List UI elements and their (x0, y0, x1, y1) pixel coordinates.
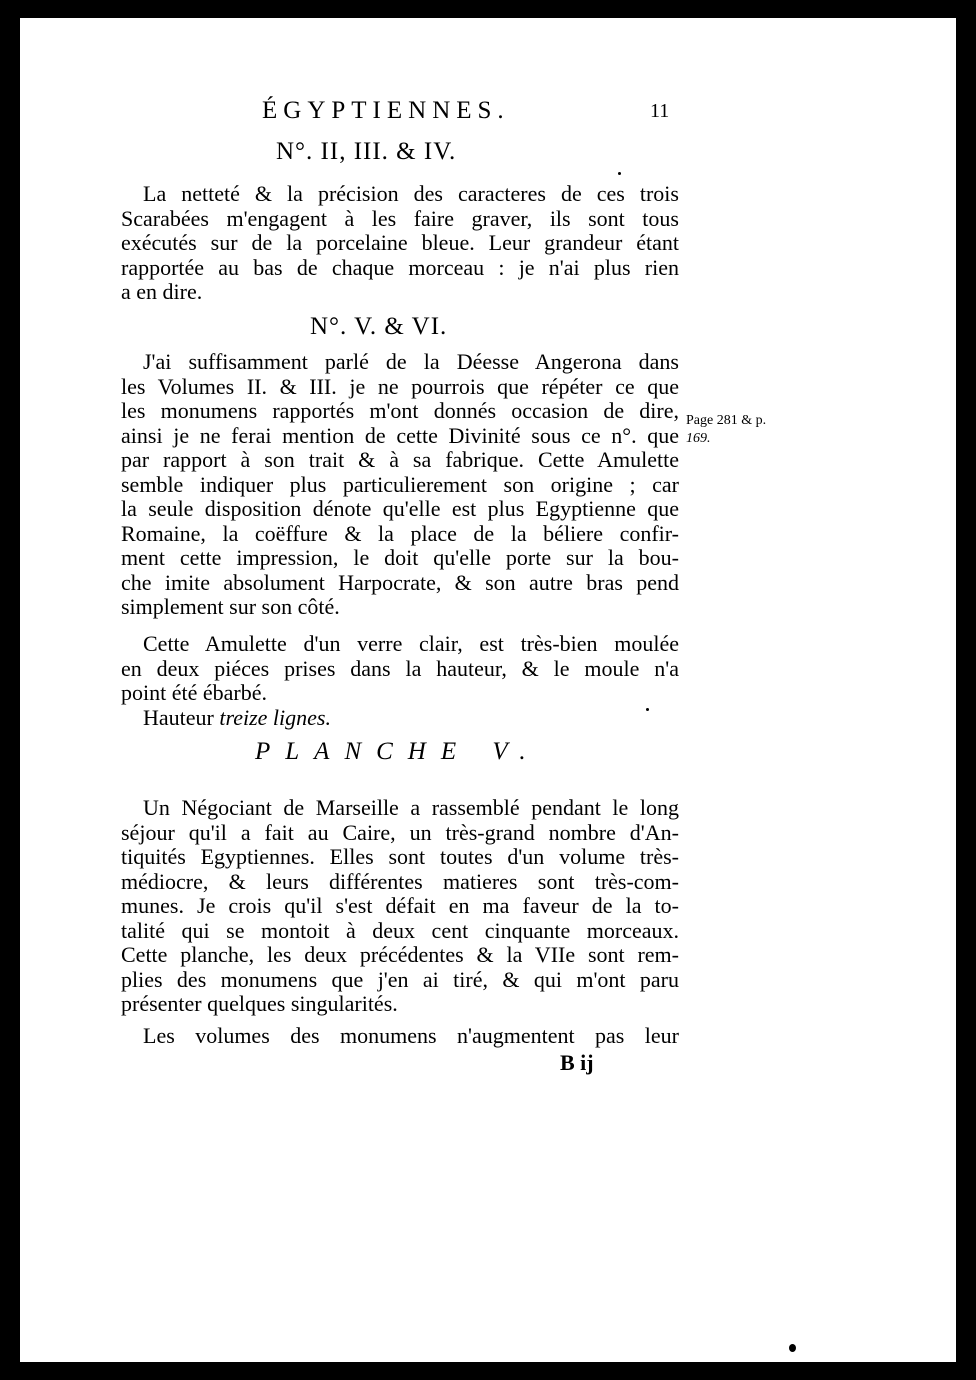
text-line: simplement sur son côté. (121, 594, 340, 619)
text-line: semble indiquer plus particulierement son origine ; car (121, 471, 679, 497)
text-line: médiocre, & leurs différentes matieres sont très-com- (121, 868, 679, 894)
text-line: présenter quelques singularités. (121, 991, 398, 1016)
section-heading-planche-5: PLANCHE V. (255, 738, 541, 765)
paragraph-amulette (121, 632, 679, 706)
paragraph-hauteur (121, 706, 679, 731)
text-line: ment cette impression, le doit qu'elle porte sur la bou- (121, 545, 679, 570)
text-line: en deux piéces prises dans la hauteur, & le moule n'a (121, 655, 679, 681)
catchword-signature: B ij (560, 1050, 594, 1075)
section-heading-no-5-6: N°. V. & VI. (310, 313, 448, 340)
ink-speck (789, 1344, 796, 1352)
text-line: Cette planche, les deux précédentes & la VIIe sont rem- (121, 942, 679, 967)
text-line: Cette Amulette d'un verre clair, est très-bien moulée (143, 631, 679, 656)
text-line: les Volumes II. & III. je ne pourrois que répéter ce que (121, 373, 679, 399)
ink-speck (646, 708, 649, 711)
hauteur-label: Hauteur (143, 705, 214, 730)
text-line: les monumens rapportés m'ont donnés occasion de dire, (121, 398, 679, 423)
margin-note-line: Page 281 & p. (686, 413, 767, 428)
text-line: ainsi je ne ferai mention de cette Divinité sous ce n°. que (121, 422, 679, 448)
text-line (121, 706, 679, 731)
text-line: exécutés sur de la porcelaine bleue. Leur grandeur étant (121, 230, 679, 255)
hauteur-value: treize lignes. (219, 705, 331, 730)
text-line: par rapport à son trait & à sa fabrique. Cette Amulette (121, 447, 679, 472)
paragraph-angerona (121, 350, 679, 620)
text-line: che imite absolument Harpocrate, & son autre bras pend (121, 569, 679, 595)
page-number: 11 (650, 100, 670, 122)
ink-speck (618, 172, 621, 175)
text-line: a en dire. (121, 279, 203, 304)
margin-note-line: 169. (686, 431, 711, 446)
text-line: talité qui se montoit à deux cent cinquante morceaux. (121, 917, 679, 943)
text-line: Un Négociant de Marseille a rassemblé pendant le long (143, 795, 679, 820)
text-line: plies des monumens que j'en ai tiré, & qui m'ont paru (121, 966, 679, 992)
section-heading-no-2-3-4: N°. II, III. & IV. (276, 138, 457, 165)
running-title: ÉGYPTIENNES. (262, 97, 510, 124)
text-line: J'ai suffisamment parlé de la Déesse Angerona dans (143, 349, 679, 374)
text-line: Les volumes des monumens n'augmentent pas leur (143, 1023, 679, 1048)
text-line: Scarabées m'engagent à les faire graver, ils sont tous (121, 205, 679, 231)
text-line: tiquités Egyptiennes. Elles sont toutes d'un volume très- (121, 844, 679, 869)
text-line: La netteté & la précision des caracteres de ces trois (143, 181, 679, 206)
text-line: point été ébarbé. (121, 680, 267, 705)
text-line: munes. Je crois qu'il s'est défait en ma faveur de la to- (121, 893, 679, 918)
text-line: Romaine, la coëffure & la place de la béliere confir- (121, 520, 679, 546)
paragraph-negociant (121, 796, 679, 1017)
text-line: séjour qu'il a fait au Caire, un très-grand nombre d'An- (121, 819, 679, 845)
paragraph-volumes (121, 1024, 679, 1049)
margin-note (686, 412, 766, 448)
paragraph-scarabees (121, 182, 679, 305)
text-line: la seule disposition dénote qu'elle est plus Egyptienne que (121, 496, 679, 521)
text-line: rapportée au bas de chaque morceau : je n'ai plus rien (121, 254, 679, 280)
